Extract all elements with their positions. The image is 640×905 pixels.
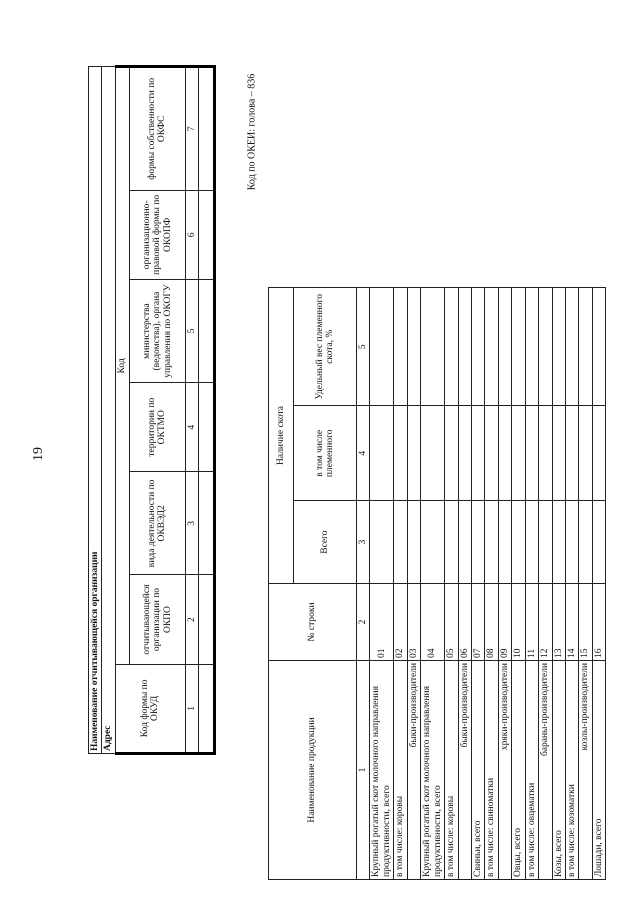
total-cell[interactable] <box>458 501 471 584</box>
okpo-cell[interactable] <box>199 575 215 664</box>
total-cell[interactable] <box>525 501 538 584</box>
product-name-cell: козлы-производители <box>579 660 592 879</box>
share-cell[interactable] <box>407 288 420 406</box>
table-row <box>498 288 511 880</box>
share-cell[interactable] <box>471 288 484 406</box>
col-number: 7 <box>185 67 198 191</box>
breeding-cell[interactable] <box>512 406 525 501</box>
table-row <box>407 288 420 880</box>
share-cell[interactable] <box>525 288 538 406</box>
okogu-header: министерства (ведомства), органа управления по ОКОГУ <box>129 280 185 383</box>
share-cell[interactable] <box>592 288 605 406</box>
total-cell[interactable] <box>552 501 565 584</box>
breeding-cell[interactable] <box>525 406 538 501</box>
table-row <box>421 288 445 880</box>
row-code-cell: 15 <box>579 584 592 661</box>
product-name-cell: в том числе: коровы <box>445 660 458 879</box>
table-row <box>579 288 592 880</box>
total-cell[interactable] <box>539 501 552 584</box>
product-name-cell: быки-производители <box>407 660 420 879</box>
table-row <box>539 288 552 880</box>
share-cell[interactable] <box>394 288 407 406</box>
row-code-cell: 13 <box>552 584 565 661</box>
row-no-header: № строки <box>269 584 357 661</box>
col-number: 3 <box>185 472 198 575</box>
share-cell[interactable] <box>552 288 565 406</box>
col-number: 2 <box>357 584 370 661</box>
product-name-cell: быки-производители <box>458 660 471 879</box>
okopf-cell[interactable] <box>199 190 215 279</box>
row-code-cell: 11 <box>525 584 538 661</box>
breeding-cell[interactable] <box>579 406 592 501</box>
product-name-cell: в том числе: свиноматки <box>485 660 498 879</box>
okfs-header: формы собственности по ОКФС <box>129 67 185 191</box>
total-cell[interactable] <box>579 501 592 584</box>
breeding-cell[interactable] <box>566 406 579 501</box>
kod-header: Код <box>115 67 129 665</box>
breeding-cell[interactable] <box>471 406 484 501</box>
breeding-cell[interactable] <box>370 406 394 501</box>
table-row <box>512 288 525 880</box>
breeding-cell[interactable] <box>485 406 498 501</box>
product-name-cell: в том числе: овцематки <box>525 660 538 879</box>
row-code-cell: 14 <box>566 584 579 661</box>
org-identification-table <box>88 65 213 755</box>
row-code-cell: 04 <box>421 584 445 661</box>
col-number: 1 <box>357 660 370 879</box>
total-cell[interactable] <box>421 501 445 584</box>
org-address-label: Адрес <box>102 67 115 754</box>
form-code-cell[interactable] <box>199 664 215 753</box>
breeding-cell[interactable] <box>592 406 605 501</box>
total-cell[interactable] <box>370 501 394 584</box>
product-name-cell: бараны-производители <box>539 660 552 879</box>
share-cell[interactable] <box>485 288 498 406</box>
share-cell[interactable] <box>458 288 471 406</box>
okfs-cell[interactable] <box>199 67 215 191</box>
oktmo-cell[interactable] <box>199 383 215 472</box>
row-code-cell: 09 <box>498 584 511 661</box>
breeding-header: в том числе племенного <box>294 406 357 501</box>
okogu-cell[interactable] <box>199 280 215 383</box>
org-name-label: Наименование отчитывающейся организации <box>89 67 102 754</box>
total-cell[interactable] <box>498 501 511 584</box>
share-cell[interactable] <box>539 288 552 406</box>
row-code-cell: 16 <box>592 584 605 661</box>
breeding-cell[interactable] <box>394 406 407 501</box>
table-row <box>471 288 484 880</box>
table-row <box>394 288 407 880</box>
product-name-cell: Крупный рогатый скот молочного направления продуктивности, всего <box>370 660 394 879</box>
table-row <box>552 288 565 880</box>
okei-note: Код по ОКЕИ: голова – 836 <box>246 73 258 191</box>
share-cell[interactable] <box>512 288 525 406</box>
total-header: Всего <box>294 501 357 584</box>
share-header: Удельный вес племенного скота, % <box>294 288 357 406</box>
total-cell[interactable] <box>512 501 525 584</box>
breeding-cell[interactable] <box>539 406 552 501</box>
availability-header: Наличие скота <box>269 288 294 584</box>
table-row <box>566 288 579 880</box>
col-number: 6 <box>185 190 198 279</box>
product-header: Наименование продукции <box>269 660 357 879</box>
col-number: 3 <box>357 501 370 584</box>
breeding-cell[interactable] <box>458 406 471 501</box>
total-cell[interactable] <box>407 501 420 584</box>
page-number: 19 <box>31 447 46 461</box>
total-cell[interactable] <box>445 501 458 584</box>
okpo-header: отчитывающейся организации по ОКПО <box>129 575 185 664</box>
total-cell[interactable] <box>485 501 498 584</box>
product-name-cell: Свиньи, всего <box>471 660 484 879</box>
product-name-cell: в том числе: коровы <box>394 660 407 879</box>
livestock-table <box>268 287 604 880</box>
breeding-cell[interactable] <box>445 406 458 501</box>
total-cell[interactable] <box>592 501 605 584</box>
oktmo-header: территории по ОКТМО <box>129 383 185 472</box>
share-cell[interactable] <box>566 288 579 406</box>
total-cell[interactable] <box>471 501 484 584</box>
okopf-header: организационно-правовой формы по ОКОПФ <box>129 190 185 279</box>
total-cell[interactable] <box>394 501 407 584</box>
share-cell[interactable] <box>445 288 458 406</box>
breeding-cell[interactable] <box>498 406 511 501</box>
product-name-cell: Лошади, всего <box>592 660 605 879</box>
row-code-cell: 03 <box>407 584 420 661</box>
product-name-cell: в том числе: козоматки <box>566 660 579 879</box>
product-name-cell: Крупный рогатый скот молочного направления продуктивности, всего <box>421 660 445 879</box>
row-code-cell: 06 <box>458 584 471 661</box>
table-row <box>370 288 394 880</box>
share-cell[interactable] <box>421 288 445 406</box>
col-number: 4 <box>357 406 370 501</box>
share-cell[interactable] <box>498 288 511 406</box>
breeding-cell[interactable] <box>407 406 420 501</box>
col-number: 1 <box>185 664 198 753</box>
livestock-rows <box>370 288 606 880</box>
share-cell[interactable] <box>579 288 592 406</box>
breeding-cell[interactable] <box>552 406 565 501</box>
col-number: 5 <box>357 288 370 406</box>
row-code-cell: 07 <box>471 584 484 661</box>
table-row <box>525 288 538 880</box>
table-row <box>458 288 471 880</box>
col-number: 5 <box>185 280 198 383</box>
okved-header: вида деятельности по ОКВЭД2 <box>129 472 185 575</box>
okved-cell[interactable] <box>199 472 215 575</box>
table-row <box>445 288 458 880</box>
product-name-cell: хряки-производители <box>498 660 511 879</box>
col-number: 4 <box>185 383 198 472</box>
breeding-cell[interactable] <box>421 406 445 501</box>
row-code-cell: 02 <box>394 584 407 661</box>
product-name-cell: Козы, всего <box>552 660 565 879</box>
table-row <box>592 288 605 880</box>
row-code-cell: 08 <box>485 584 498 661</box>
row-code-cell: 05 <box>445 584 458 661</box>
share-cell[interactable] <box>370 288 394 406</box>
table-row <box>485 288 498 880</box>
form-okud-header: Код формы по ОКУД <box>115 664 185 753</box>
product-name-cell: Овцы, всего <box>512 660 525 879</box>
total-cell[interactable] <box>566 501 579 584</box>
col-number: 2 <box>185 575 198 664</box>
row-code-cell: 10 <box>512 584 525 661</box>
row-code-cell: 01 <box>370 584 394 661</box>
row-code-cell: 12 <box>539 584 552 661</box>
